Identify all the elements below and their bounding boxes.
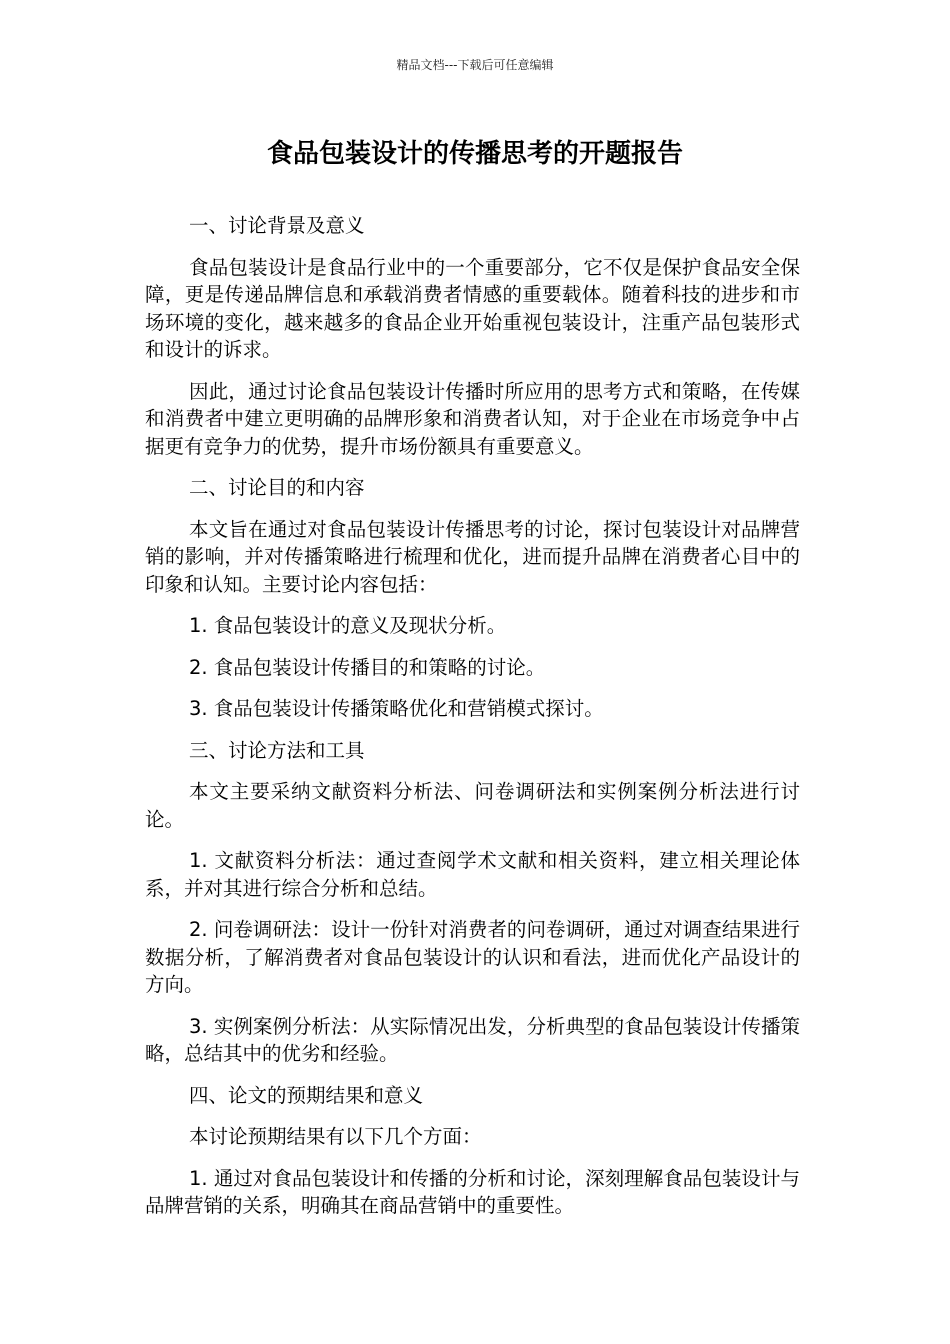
paragraph: 本讨论预期结果有以下几个方面： [189,1125,482,1148]
list-item: 1. 食品包装设计的意义及现状分析。 [189,614,507,637]
section-heading-methods: 三、讨论方法和工具 [189,738,365,762]
list-item: 1. 通过对食品包装设计和传播的分析和讨论，深刻理解食品包装设计与品牌营销的关系，明确其在商品营销中的重要性。 [145,1166,800,1217]
page-header: 精品文档---下载后可任意编辑 [396,58,554,72]
list-item: 3. 实例案例分析法：从实际情况出发，分析典型的食品包装设计传播策略，总结其中的优劣和经验。 [145,1014,800,1065]
paragraph: 本文主要采纳文献资料分析法、问卷调研法和实例案例分析法进行讨论。 [145,780,800,831]
section-heading-background: 一、讨论背景及意义 [189,214,365,237]
section-heading-purpose: 二、讨论目的和内容 [189,476,365,499]
list-item: 2. 问卷调研法：设计一份针对消费者的问卷调研，通过对调查结果进行数据分析，了解消费者对食品包装设计的认识和看法，进而优化产品设计的方向。 [145,918,800,996]
paragraph: 本文旨在通过对食品包装设计传播思考的讨论，探讨包装设计对品牌营销的影响，并对传播策略进行梳理和优化，进而提升品牌在消费者心目中的印象和认知。主要讨论内容包括： [145,517,800,596]
list-item: 3. 食品包装设计传播策略优化和营销模式探讨。 [189,697,604,720]
section-heading-results: 四、论文的预期结果和意义 [189,1083,424,1107]
paragraph: 因此，通过讨论食品包装设计传播时所应用的思考方式和策略，在传媒和消费者中建立更明确的品牌形象和消费者认知，对于企业在市场竞争中占据更有竞争力的优势，提升市场份额具有重要意义。 [145,379,800,458]
document-body [145,212,800,1234]
list-item: 2. 食品包装设计传播目的和策略的讨论。 [189,655,546,679]
document-title: 食品包装设计的传播思考的开题报告 [266,139,683,169]
list-item: 1. 文献资料分析法：通过查阅学术文献和相关资料，建立相关理论体系，并对其进行综合分析和总结。 [145,849,800,900]
paragraph: 食品包装设计是食品行业中的一个重要部分，它不仅是保护食品安全保障，更是传递品牌信息和承载消费者情感的重要载体。随着科技的进步和市场环境的变化，越来越多的食品企业开始重视包装设计，注重产品包装形式和设计的诉求。 [145,255,800,361]
